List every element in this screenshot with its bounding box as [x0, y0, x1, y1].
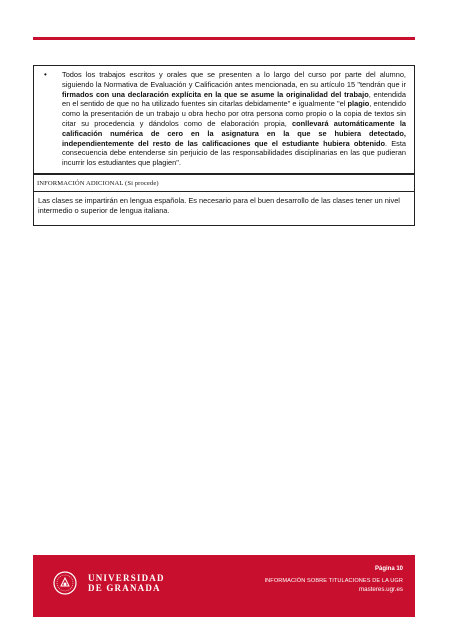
university-line1: UNIVERSIDAD: [88, 573, 165, 583]
text-segment: , entendido como la presentación de un trabajo u obra hecho por otra persona como propio o la copia de textos sin citar su procedencia y dándolos como de elaboración propia,: [62, 99, 406, 128]
university-seal-icon: [53, 571, 77, 595]
text-segment: , entendida en el sentido de que no ha utilizado fuentes sin citarlas debidamente" e igualmente "el: [62, 89, 406, 109]
text-segment: . Esta consecuencia debe entenderse sin perjuicio de las responsabilidades disciplinarias en las que pudieran incurrir los estudiantes que plagien".: [62, 138, 406, 168]
page-number: Página 10: [374, 566, 403, 572]
plagiarism-bullet: [34, 66, 414, 173]
footer-title: INFORMACIÓN SOBRE TITULACIONES DE LA UGR: [264, 578, 403, 584]
text-segment-bold: plagio: [347, 99, 370, 109]
university-logo-text: [88, 573, 165, 593]
text-segment-bold: conllevará automáticamente la calificación numérica de cero en la asignatura en la que se hubiera detectado, independientemente del resto de las calificaciones que el estudiante hubiera obtenido: [62, 118, 406, 148]
footer-website: masteres.ugr.es: [358, 586, 403, 593]
additional-info-heading: INFORMACIÓN ADICIONAL (Si procede): [34, 173, 414, 192]
bullet-icon: •: [44, 70, 47, 79]
plagiarism-text: [62, 70, 406, 168]
header-rule: [33, 37, 415, 40]
additional-info-text: Las clases se impartirán en lengua española. Es necesario para el buen desarrollo de las clases tener un nivel intermedio o superior de lengua italiana.: [38, 195, 400, 215]
university-line2: DE GRANADA: [88, 583, 161, 593]
footer-info: [265, 565, 403, 594]
text-segment: Todos los trabajos escritos y orales que se presenten a lo largo del curso por parte del alumno, siguiendo la Normativa de Evaluación y Calificación antes mencionada, en su artículo 15 "tendrán que ir: [62, 70, 406, 89]
text-segment-bold: firmados con una declaración explícita en la que se asume la originalidad del trabajo: [62, 89, 369, 99]
content-table: [33, 65, 415, 226]
footer-banner: [33, 555, 415, 617]
